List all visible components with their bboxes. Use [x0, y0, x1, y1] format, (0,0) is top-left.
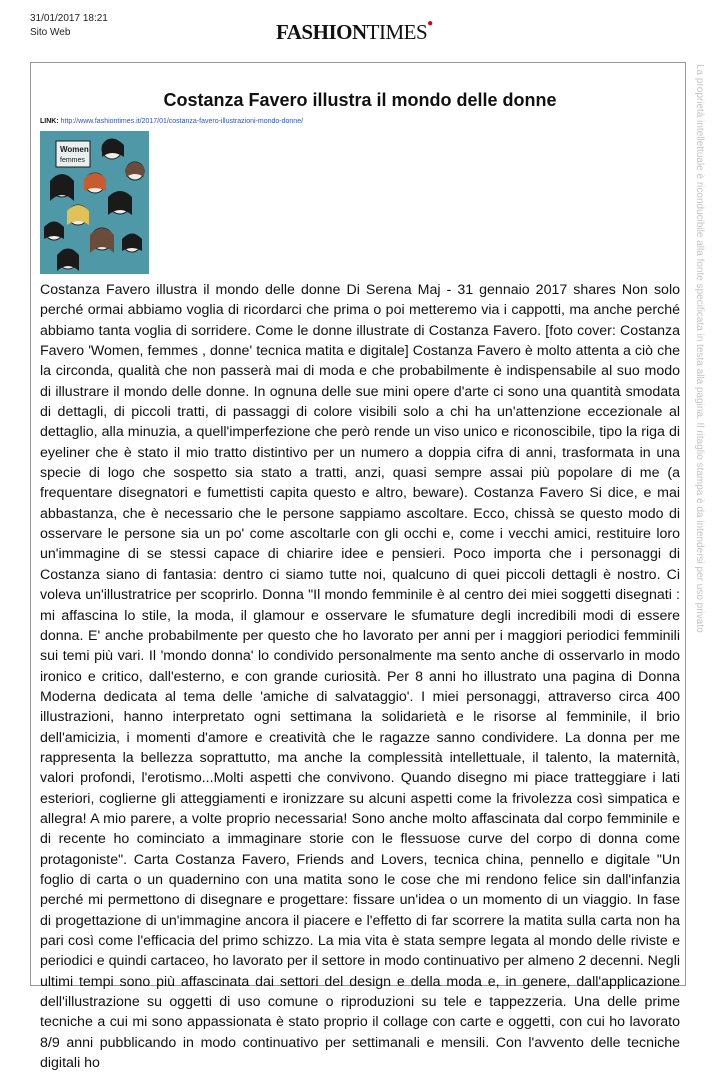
cover-illustration [40, 131, 149, 274]
article-body: Costanza Favero illustra il mondo delle donne Di Serena Maj - 31 gennaio 2017 shares Non solo perché ormai abbiamo voglia di ricordarci che prima o poi metteremo via i cappotti, ma anche perché abbiamo tanta voglia di sorridere. Come le donne illustrate di Costanza Favero. [foto cover: Costanza Favero 'Women, femmes , donne' tecnica matita e digitale] Costanza Favero è molto attenta a ciò che la circonda, qualità che non passerà mai di moda e che probabilmente è indispensabile al suo modo di illustrare il mondo delle donne. In ognuna delle sue mini opere d'arte ci sono una quantità smodata di dettagli, di piccoli tratti, di passaggi di colore visibili solo a chi ha un'attenzione eccezionale al dettaglio, alla minuzia, a quell'imperfezione che però rende un viso unico e riconoscibile, tipo la riga di eyeliner che è stato il mio tratto distintivo per un numero a doppia cifra di anni, trasformata in una specie di logo che sospetto sia stato a tratti, anzi, quasi sempre assai più popolare di me (a frequentare disegnatori e fumettisti capita questo e altro, beware). Costanza Favero Si dice, e mai abbastanza, che è necessario che le persone sappiamo ascoltare. Ecco, chissà se questo modo di osservare le persone sia un po' come ascoltarle con gli occhi e, come i vecchi amici, restituire loro un'immagine di se stessi capace di chiarire idee e pensieri. Poco importa che i personaggi di Costanza siano di fantasia: dentro ci siamo tutte noi, qualcuno di quei piccoli dettagli è nostro. Ci voleva un'illustratrice per scoprirlo. Donna "Il mondo femminile è al centro dei miei soggetti disegnati : mi affascina lo stile, la moda, il glamour e osservare le sfumature degli incredibili modi di essere donna. E' anche probabilmente per questo che ho lavorato per anni per i maggiori periodici femminili sui temi più vari. Il 'mondo donna' lo condivido personalmente ma sento anche di osservarlo in modo ironico e critico, dall'esterno, e con grande curiosità. Per 8 anni ho illustrato una pagina di Donna Moderna dedicata al tema delle 'amiche di salvataggio'. I miei personaggi, attraverso circa 400 illustrazioni, hanno interpretato ogni settimana la solidarietà e le risorse al femminile, il brio dell'amicizia, i momenti d'amore e creatività che le ragazze sanno condividere. La donna per me rappresenta la bellezza soprattutto, ma anche la complessità intellettuale, il talento, la maternità, valori profondi, l'erotismo...Molti aspetti che convivono. Quando disegno mi piace tratteggiare i lati esteriori, coglierne gli atteggiamenti e ironizzare su alcuni aspetti come la frivolezza così simpatica e allegra! A mio parere, a volte proprio necessaria! Sono anche molto affascinata dal corpo femminile e di recente ho cominciato a immaginare storie con le flessuose curve del corpo di donna come protagoniste". Carta Costanza Favero, Friends and Lovers, tecnica china, pennello e digitale "Un foglio di carta o un quadernino con una matita sono le cose che mi rendono felice sin dall'infanzia perché mi permettono di disegnare e progettare: fissare un'idea o un momento di un viaggio. In fase di progettazione di un'immagine ancora il piacere e l'effetto di far scorrere la matita sulla carta non ha pari così come l'efficacia del primo schizzo. La mia vita è stata sempre legata al mondo delle riviste e periodici e quindi cartaceo, ho lavorato per il settore in modo continuativo per almeno 2 decenni. Negli ultimi tempi sono più affascinata dai settori del design e della moda e, in genere, dall'applicazione dell'illustrazione su oggetti di uso comune o riproduzioni su tele e tappezzeria. Una delle prime tecniche a cui mi sono appassionata è stato proprio il collage con carte e oggetti, con cui ho lavorato 8/9 anni pubblicando in modo continuativo per settimanali e mensili. Con l'avvento delle tecniche digitali ho [40, 282, 680, 1072]
print-source: Sito Web [30, 27, 71, 38]
brand-logo-regular: TIMES [366, 20, 428, 44]
link-url[interactable]: http://www.fashiontimes.it/2017/01/costanza-favero-illustrazioni-mondo-donne/ [60, 118, 304, 125]
article-title: Costanza Favero illustra il mondo delle donne [163, 90, 557, 110]
illustration-women-cover-icon [40, 131, 149, 274]
svg-text:femmes: femmes [60, 157, 85, 164]
copyright-side-note [691, 64, 705, 633]
print-date: 31/01/2017 18:21 [30, 13, 108, 24]
brand-dot-icon: ● [427, 18, 433, 29]
print-meta [30, 12, 108, 40]
brand-logo-bold: FASHION [276, 20, 367, 44]
copyright-text: La proprietà intellettuale è riconducibile alla fonte specificata in testa alla pagina. Il ritaglio stampa è da intendersi per uso privato [694, 64, 705, 633]
article-link [40, 118, 303, 125]
brand-logo [276, 20, 433, 45]
svg-text:Women: Women [60, 145, 89, 154]
link-label: LINK: [40, 118, 59, 125]
